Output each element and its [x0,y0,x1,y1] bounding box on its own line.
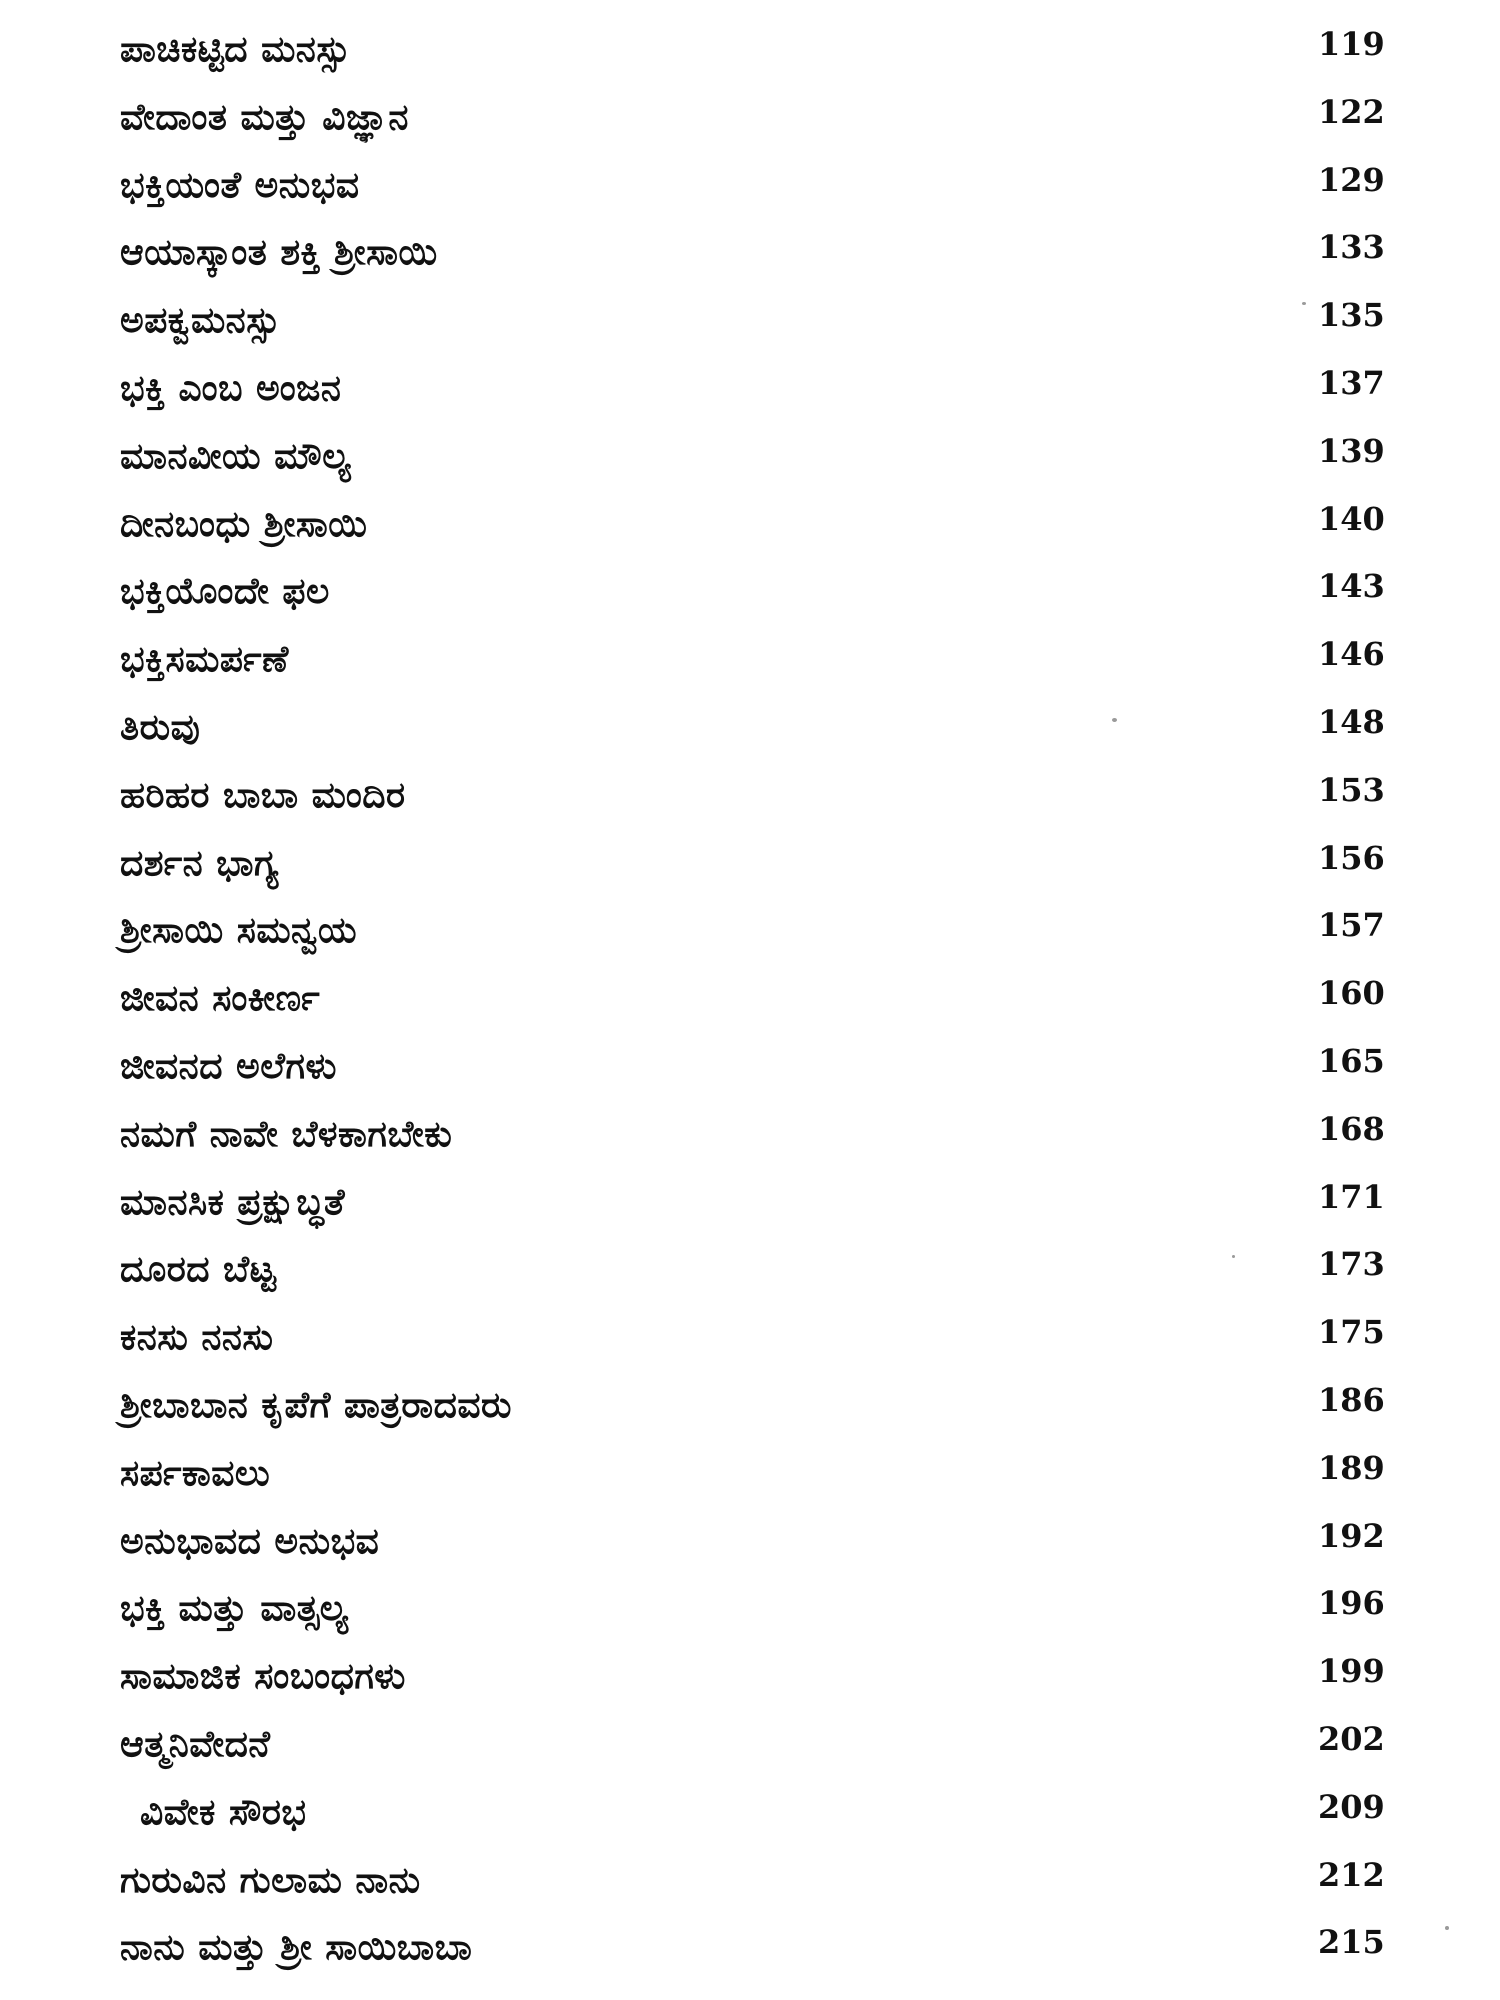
toc-entry [0,80,1500,148]
toc-entry [0,148,1500,216]
toc-entry [0,1504,1500,1572]
chapter-title: ತಿರುವು [120,706,201,748]
chapter-title: ಶ್ರೀಸಾಯಿ ಸಮನ್ವಯ [120,910,358,952]
scan-speck [1302,302,1306,305]
chapter-title: ಭಕ್ತಿಸಮರ್ಪಣೆ [120,639,289,681]
toc-entry [0,1910,1500,1978]
toc-entry [0,215,1500,283]
chapter-title: ನಮಗೆ ನಾವೇ ಬೆಳಕಾಗಬೇಕು [120,1113,453,1155]
page-number: 143 [1318,567,1385,606]
page-number: 146 [1318,635,1385,674]
chapter-title: ಭಕ್ತಿ ಎಂಬ ಅಂಜನ [120,367,342,409]
toc-entry [0,893,1500,961]
chapter-title: ದೂರದ ಬೆಟ್ಟ [120,1249,277,1291]
page-number: 135 [1318,296,1385,335]
toc-entry [0,554,1500,622]
chapter-title: ಸರ್ಪಕಾವಲು [120,1452,271,1494]
page-number: 209 [1318,1787,1385,1826]
page-number: 175 [1318,1313,1385,1352]
page-number: 215 [1318,1923,1385,1962]
page-number: 189 [1318,1448,1385,1487]
toc-entry [0,1165,1500,1233]
chapter-title: ನಾನು ಮತ್ತು ಶ್ರೀ ಸಾಯಿಬಾಬಾ [120,1927,473,1969]
page-number: 192 [1318,1516,1385,1555]
chapter-title: ಗುರುವಿನ ಗುಲಾಮ ನಾನು [120,1859,421,1901]
chapter-title: ವೇದಾಂತ ಮತ್ತು ವಿಜ್ಞಾನ [120,96,409,138]
chapter-title: ದರ್ಶನ ಭಾಗ್ಯ [120,842,279,884]
toc-entry [0,283,1500,351]
page-number: 119 [1318,25,1385,63]
page-number: 212 [1318,1855,1385,1894]
toc-entry [0,1029,1500,1097]
page-number: 173 [1318,1245,1385,1284]
page-number: 137 [1318,363,1385,402]
chapter-title: ಸಾಮಾಜಿಕ ಸಂಬಂಧಗಳು [120,1656,406,1698]
toc-entry [0,1368,1500,1436]
page-number: 139 [1318,431,1385,470]
page-number: 133 [1318,228,1385,267]
page-number: 157 [1318,906,1385,945]
chapter-title: ಹರಿಹರ ಬಾಬಾ ಮಂದಿರ [120,774,406,816]
toc-entry [0,1639,1500,1707]
toc-entry [0,1300,1500,1368]
toc-entry [0,12,1500,80]
toc-entry [0,1843,1500,1911]
page-number: 165 [1318,1041,1385,1080]
page-number: 160 [1318,974,1385,1013]
toc-entry [0,961,1500,1029]
page-number: 153 [1318,770,1385,809]
chapter-title: ಭಕ್ತಿಯೊಂದೇ ಫಲ [120,571,330,613]
toc-entry [0,758,1500,826]
page-number: 171 [1318,1177,1385,1216]
scan-speck [1445,1926,1449,1930]
toc-entry [0,826,1500,894]
toc-entry [0,419,1500,487]
toc-entry [0,1707,1500,1775]
page-number: 196 [1318,1584,1385,1623]
toc-entry [0,1097,1500,1165]
toc-entry [0,487,1500,555]
toc-entry [0,1436,1500,1504]
chapter-title: ಪಾಚಿಕಟ್ಟಿದ ಮನಸ್ಸು [120,29,351,70]
toc-entry [0,351,1500,419]
chapter-title: ಶ್ರೀಬಾಬಾನ ಕೃಪೆಗೆ ಪಾತ್ರರಾದವರು [120,1384,512,1426]
table-of-contents [0,12,1500,1978]
page-number: 168 [1318,1109,1385,1148]
scan-speck [1232,1255,1235,1258]
chapter-title: ಭಕ್ತಿ ಮತ್ತು ವಾತ್ಸಲ್ಯ [120,1588,349,1630]
chapter-title: ಕನಸು ನನಸು [120,1317,274,1359]
chapter-title: ಭಕ್ತಿಯಂತೆ ಅನುಭವ [120,164,360,206]
toc-entry [0,1571,1500,1639]
chapter-title: ಮಾನಸಿಕ ಪ್ರಕ್ಷುಬ್ಧತೆ [120,1181,346,1223]
page-number: 156 [1318,838,1385,877]
chapter-title: ಮಾನವೀಯ ಮೌಲ್ಯ [120,435,352,477]
chapter-title: ದೀನಬಂಧು ಶ್ರೀಸಾಯಿ [120,503,368,545]
page-number: 186 [1318,1380,1385,1419]
chapter-title: ಜೀವನದ ಅಲೆಗಳು [120,1045,337,1087]
toc-entry [0,622,1500,690]
chapter-title: ವಿವೇಕ ಸೌರಭ [140,1791,307,1833]
page-number: 122 [1318,92,1385,131]
chapter-title: ಅನುಭಾವದ ಅನುಭವ [120,1520,380,1562]
page-number: 140 [1318,499,1385,538]
toc-entry [0,1775,1500,1843]
chapter-title: ಆಯಾಸ್ಕಾಂತ ಶಕ್ತಿ ಶ್ರೀಸಾಯಿ [120,232,438,274]
page-number: 148 [1318,702,1385,741]
toc-entry [0,1232,1500,1300]
page-number: 199 [1318,1652,1385,1691]
scan-speck [1112,718,1117,722]
page-number: 129 [1318,160,1385,199]
toc-entry [0,690,1500,758]
chapter-title: ಅಪಕ್ವಮನಸ್ಸು [120,300,281,342]
chapter-title: ಆತ್ಮನಿವೇದನೆ [120,1723,271,1765]
page-number: 202 [1318,1719,1385,1758]
chapter-title: ಜೀವನ ಸಂಕೀರ್ಣ [120,978,321,1020]
